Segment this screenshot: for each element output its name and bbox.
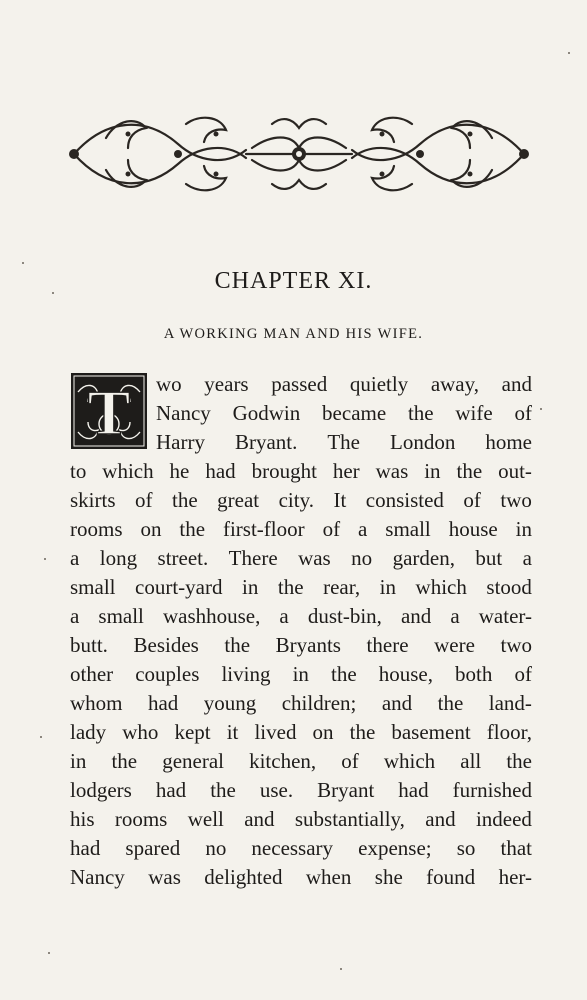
word: but (475, 546, 503, 570)
word: the (224, 633, 251, 657)
word: a (279, 604, 289, 628)
word: of (463, 488, 481, 512)
word: years (204, 372, 249, 396)
word: general (162, 749, 224, 773)
word: the (171, 488, 198, 512)
word: garden, (392, 546, 455, 570)
word: rooms (70, 517, 123, 541)
text-line-4 (70, 457, 532, 485)
word: well (187, 807, 224, 831)
word: great (217, 488, 260, 512)
word: children; (281, 691, 357, 715)
word: consisted (365, 488, 444, 512)
word: Nancy (70, 865, 125, 889)
word: had (155, 778, 187, 802)
word: away, (430, 372, 480, 396)
word: wo (156, 372, 182, 396)
floral-headpiece-ornament (66, 104, 532, 200)
word: out- (498, 459, 532, 483)
word: spared (125, 836, 181, 860)
word: the (506, 749, 532, 773)
word: of (514, 401, 532, 425)
word: two (500, 633, 532, 657)
paper-speck (40, 736, 42, 738)
word: he (169, 459, 190, 483)
word: water- (478, 604, 532, 628)
text-line-5 (70, 486, 532, 514)
word: Godwin (232, 401, 301, 425)
word: Besides (133, 633, 199, 657)
word: the (456, 459, 483, 483)
word: and (425, 807, 456, 831)
text-line-15 (70, 776, 532, 804)
word: lived (254, 720, 297, 744)
word: the (111, 749, 138, 773)
word: first-floor (222, 517, 305, 541)
word: Bryants (275, 633, 341, 657)
word: and (400, 604, 432, 628)
word: the (330, 662, 357, 686)
word: and (381, 691, 413, 715)
word: two (500, 488, 532, 512)
word: her (332, 459, 360, 483)
word: had (147, 691, 179, 715)
word: delighted (204, 865, 283, 889)
drop-cap-letter: T (87, 377, 131, 448)
word: a (70, 546, 80, 570)
word: street. (157, 546, 209, 570)
word: was (375, 459, 409, 483)
word: in (70, 749, 87, 773)
word: of (514, 662, 532, 686)
word: use. (259, 778, 294, 802)
text-line-10 (70, 631, 532, 659)
word: no (205, 836, 227, 860)
word: was (298, 546, 331, 570)
word: a (70, 604, 80, 628)
word: in (515, 517, 532, 541)
word: passed (271, 372, 328, 396)
word: the (349, 720, 376, 744)
word: her- (498, 865, 532, 889)
word: Nancy (156, 401, 211, 425)
word: were (434, 633, 475, 657)
word: a (450, 604, 460, 628)
word: his (70, 807, 95, 831)
word: living (221, 662, 271, 686)
word: became (322, 401, 387, 425)
paper-speck (44, 558, 46, 560)
chapter-title: CHAPTER XI. (214, 268, 373, 294)
text-line-14 (70, 747, 532, 775)
text-line-1 (156, 370, 532, 398)
word: the (437, 691, 464, 715)
word: couples (135, 662, 200, 686)
word: lodgers (70, 778, 132, 802)
word: There (228, 546, 278, 570)
word: when (305, 865, 352, 889)
word: house, (378, 662, 433, 686)
word: land- (488, 691, 532, 715)
word: she (374, 865, 403, 889)
word: the (210, 778, 236, 802)
word: It (333, 488, 347, 512)
word: and (244, 807, 275, 831)
text-line-13 (70, 718, 532, 746)
text-line-11 (70, 660, 532, 688)
word: all (460, 749, 482, 773)
word: of (322, 517, 341, 541)
word: long (99, 546, 138, 570)
word: had (398, 778, 429, 802)
word: Harry (156, 430, 205, 454)
word: both (455, 662, 493, 686)
word: so (456, 836, 476, 860)
word: young (203, 691, 257, 715)
word: indeed (475, 807, 532, 831)
word: city. (278, 488, 314, 512)
word: kept (174, 720, 211, 744)
word: brought (251, 459, 317, 483)
word: on (312, 720, 334, 744)
word: rear, (323, 575, 361, 599)
word: kitchen, (249, 749, 317, 773)
text-line-2 (156, 399, 532, 427)
word: butt. (70, 633, 108, 657)
paper-speck (568, 52, 570, 54)
word: wife (455, 401, 493, 425)
word: lady (70, 720, 107, 744)
word: Bryant (317, 778, 375, 802)
paper-speck (540, 408, 542, 410)
word: a (522, 546, 532, 570)
word: necessary (251, 836, 334, 860)
paper-speck (48, 952, 50, 954)
word: small (70, 575, 116, 599)
word: was (148, 865, 181, 889)
text-line-9 (70, 602, 532, 630)
word: stood (486, 575, 532, 599)
word: skirts (70, 488, 116, 512)
word: floor, (486, 720, 532, 744)
word: which (415, 575, 467, 599)
word: no (351, 546, 373, 570)
word: other (70, 662, 114, 686)
word: of (341, 749, 359, 773)
word: home (485, 430, 532, 454)
word: who (122, 720, 159, 744)
word: expense; (358, 836, 432, 860)
text-line-18 (70, 863, 532, 891)
word: small (98, 604, 144, 628)
text-line-17 (70, 834, 532, 862)
word: court-yard (135, 575, 223, 599)
text-line-8 (70, 573, 532, 601)
text-line-6 (70, 515, 532, 543)
word: quietly (349, 372, 409, 396)
text-line-16 (70, 805, 532, 833)
word: small (385, 517, 431, 541)
word: found (426, 865, 476, 889)
word: had (70, 836, 101, 860)
word: and (501, 372, 532, 396)
text-line-12 (70, 689, 532, 717)
word: the (277, 575, 304, 599)
word: substantially, (294, 807, 405, 831)
word: in (292, 662, 309, 686)
word: in (379, 575, 397, 599)
word: there (366, 633, 409, 657)
paper-speck (52, 292, 54, 294)
word: it (226, 720, 239, 744)
word: London (390, 430, 456, 454)
word: dust-bin, (307, 604, 382, 628)
word: which (102, 459, 154, 483)
text-line-3 (156, 428, 532, 456)
word: The (327, 430, 361, 454)
word: on (140, 517, 162, 541)
drop-cap-initial (70, 372, 148, 450)
paper-speck (22, 262, 24, 264)
word: furnished (452, 778, 532, 802)
word: that (500, 836, 532, 860)
word: which (383, 749, 436, 773)
word: rooms (114, 807, 168, 831)
word: in (242, 575, 259, 599)
word: whom (70, 691, 123, 715)
word: the (179, 517, 206, 541)
word: in (424, 459, 441, 483)
word: a (358, 517, 368, 541)
paper-speck (340, 968, 342, 970)
text-line-7 (70, 544, 532, 572)
word: house (448, 517, 498, 541)
word: the (407, 401, 434, 425)
word: basement (391, 720, 471, 744)
word: to (70, 459, 87, 483)
word: of (135, 488, 153, 512)
chapter-subtitle: A WORKING MAN AND HIS WIFE. (163, 326, 424, 342)
word: had (205, 459, 236, 483)
word: washhouse, (162, 604, 261, 628)
word: Bryant. (234, 430, 298, 454)
